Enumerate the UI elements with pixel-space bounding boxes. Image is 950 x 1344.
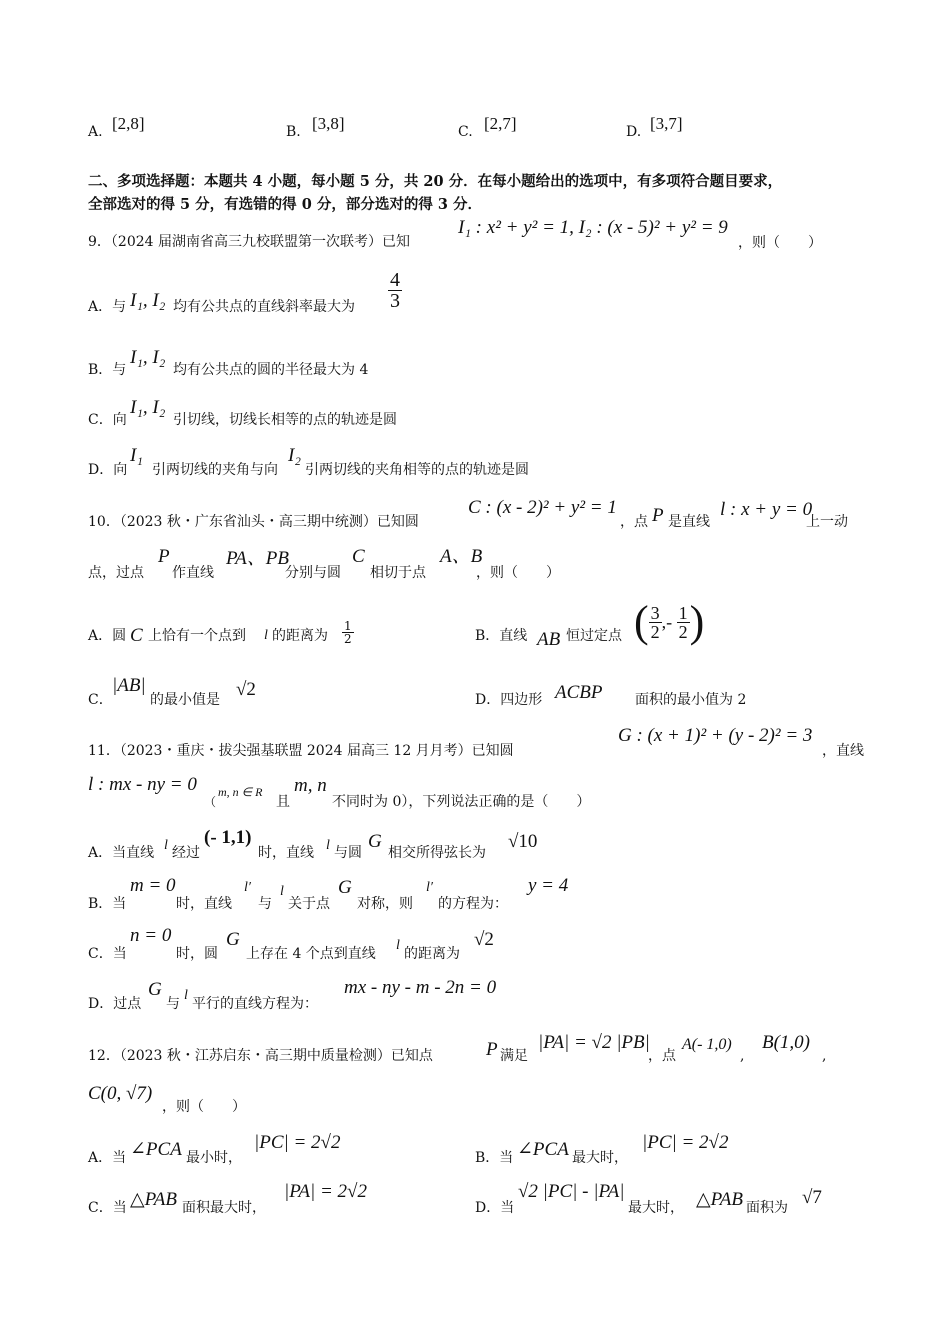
q8-option-d bbox=[626, 114, 683, 142]
q11-c-l: l bbox=[396, 938, 400, 953]
q12-option-d: D．当 bbox=[475, 1200, 515, 1216]
q11-stem-tail: ，直线 bbox=[822, 743, 864, 759]
q9-a-fraction bbox=[388, 270, 402, 311]
q11-d-g: G bbox=[148, 979, 162, 1000]
frac-den: 3 bbox=[390, 290, 400, 312]
option-expr: [2,7] bbox=[484, 114, 517, 133]
q12-b-eq: |PC| = 2√2 bbox=[642, 1132, 729, 1153]
q9-option-d bbox=[88, 460, 127, 480]
q10-stem-p: P bbox=[652, 505, 664, 526]
q10-line2-b: 作直线 bbox=[172, 565, 214, 581]
q11-d-l: l bbox=[184, 988, 188, 1003]
q11-a-text: 经过 bbox=[172, 845, 200, 861]
q11-a-l2: l bbox=[326, 838, 330, 853]
q12-option-a: A．当 bbox=[88, 1150, 127, 1166]
option-letter: B. bbox=[286, 124, 301, 140]
q10-line2-c: 分别与圆 bbox=[285, 565, 341, 581]
q11-a-text4: 相交所得弦长为 bbox=[388, 845, 486, 861]
q11-option-d: D．过点 bbox=[88, 996, 142, 1012]
option-expr: [3,7] bbox=[650, 114, 683, 133]
q10-option-b: B．直线 bbox=[475, 628, 528, 644]
q12-option-b: B．当 bbox=[475, 1150, 514, 1166]
q11-line2-cond: m, n ∈ R bbox=[218, 785, 263, 799]
q9-d-text2: 引两切线的夹角相等的点的轨迹是圆 bbox=[305, 462, 529, 478]
q12-stem-text: 12．（2023 秋・江苏启东・高三期中质量检测）已知点 bbox=[88, 1048, 433, 1064]
q11-a-text2: 时，直线 bbox=[258, 845, 314, 861]
q12-comma-1: , bbox=[740, 1048, 745, 1064]
q11-c-math: n = 0 bbox=[130, 925, 172, 946]
q12-a-eq: |PC| = 2√2 bbox=[254, 1132, 341, 1153]
q10-a-l: l bbox=[264, 628, 268, 643]
q11-b-math: m = 0 bbox=[130, 875, 176, 896]
q12-d-math: √2 |PC| - |PA| bbox=[518, 1181, 625, 1202]
q11-line2-mn: m, n bbox=[294, 775, 327, 796]
q11-option-c: C．当 bbox=[88, 946, 127, 962]
option-letter: C．向 bbox=[88, 412, 127, 428]
q10-stem-math: C : (x - 2)² + y² = 1 bbox=[468, 497, 617, 518]
q11-a-val: √10 bbox=[508, 831, 538, 852]
q11-b-lp: l′ bbox=[244, 880, 251, 895]
frac-num: 1 bbox=[678, 602, 688, 623]
q12-d-text2: 面积为 bbox=[746, 1200, 788, 1216]
q11-b-text2: 与 bbox=[258, 896, 272, 912]
q12-a-math: ∠PCA bbox=[130, 1139, 182, 1160]
option-letter: D．向 bbox=[88, 462, 128, 478]
q11-a-pt: (- 1,1) bbox=[204, 827, 252, 848]
q12-line2-tail: ，则（ ） bbox=[162, 1099, 246, 1115]
q10-b-text: 恒过定点 bbox=[566, 628, 622, 644]
q10-c-text: 的最小值是 bbox=[150, 692, 220, 708]
frac-den: 2 bbox=[678, 621, 688, 642]
q11-a-l: l bbox=[164, 838, 168, 853]
q9-d-math2: I₂ bbox=[288, 445, 301, 466]
q12-a-text: 最小时， bbox=[186, 1150, 242, 1166]
q12-stem-b: B(1,0) bbox=[762, 1032, 811, 1053]
frac-den: 2 bbox=[650, 621, 660, 642]
q10-option-c: C． bbox=[88, 692, 113, 708]
q10-a-c: C bbox=[130, 625, 143, 646]
q11-b-l: l bbox=[280, 884, 284, 899]
q11-d-text: 与 bbox=[166, 996, 180, 1012]
q9-c-math: I₁, I₂ bbox=[130, 397, 166, 418]
q9-stem-math: I₁ : x² + y² = 1, I₂ : (x - 5)² + y² = 9 bbox=[458, 217, 728, 238]
q11-line2-and: 且 bbox=[276, 794, 290, 810]
q12-d-val: √7 bbox=[802, 1187, 822, 1208]
q9-a-text: 均有公共点的直线斜率最大为 bbox=[173, 299, 355, 315]
q10-stem-text: 10．（2023 秋・广东省汕头・高三期中统测）已知圆 bbox=[88, 514, 419, 530]
q11-stem-math: G : (x + 1)² + (y - 2)² = 3 bbox=[618, 725, 813, 746]
q11-option-b: B．当 bbox=[88, 896, 127, 912]
q11-line2-text: 不同时为 0），下列说法正确的是（ ） bbox=[332, 794, 591, 810]
q10-b-ab: AB bbox=[537, 629, 561, 650]
q9-a-math: I₁, I₂ bbox=[130, 290, 166, 311]
q8-option-a bbox=[88, 114, 145, 142]
q12-option-c: C．当 bbox=[88, 1200, 127, 1216]
q10-line2-e: ，则（ ） bbox=[476, 565, 560, 581]
q12-d-text: 最大时， bbox=[628, 1200, 684, 1216]
frac-num: 3 bbox=[650, 602, 660, 623]
q10-d-text: 面积的最小值为 2 bbox=[635, 692, 747, 708]
option-letter: D. bbox=[626, 124, 642, 140]
q11-a-text3: 与圆 bbox=[334, 845, 362, 861]
q10-c-val: √2 bbox=[236, 679, 256, 700]
q10-stem-mid2: 是直线 bbox=[668, 514, 710, 530]
q10-line2-cc: C bbox=[352, 546, 365, 567]
q12-stem-mid: 满足 bbox=[500, 1048, 528, 1064]
q11-b-text3: 关于点 bbox=[288, 896, 330, 912]
q9-d-text1: 引两切线的夹角与向 bbox=[152, 462, 278, 478]
q10-a-text: 上恰有一个点到 bbox=[148, 628, 246, 644]
q10-line2-pa: PA、PB bbox=[226, 548, 289, 569]
q9-option-c bbox=[88, 410, 127, 430]
q11-d-eq: mx - ny - m - 2n = 0 bbox=[344, 977, 497, 998]
q11-b-eq: y = 4 bbox=[528, 875, 569, 896]
q12-d-tri: △PAB bbox=[696, 1189, 743, 1210]
q9-stem-tail: ，则（ ） bbox=[738, 235, 822, 251]
q11-b-g: G bbox=[338, 877, 352, 898]
option-expr: [2,8] bbox=[112, 114, 145, 133]
q12-line2-c: C(0, √7) bbox=[88, 1083, 153, 1104]
q10-c-math: |AB| bbox=[112, 675, 146, 696]
q9-stem bbox=[88, 232, 410, 252]
q11-c-val: √2 bbox=[474, 929, 494, 950]
q10-line2-ab: A、B bbox=[440, 546, 483, 567]
q9-option-b bbox=[88, 360, 126, 380]
option-letter: B．与 bbox=[88, 362, 127, 378]
q10-stem-tail: 上一动 bbox=[806, 514, 848, 530]
q11-c-text3: 的距离为 bbox=[404, 946, 460, 962]
q11-option-a: A．当直线 bbox=[88, 845, 155, 861]
q11-line2-math: l : mx - ny = 0 bbox=[88, 774, 197, 795]
q11-b-text5: 的方程为： bbox=[438, 896, 508, 912]
option-letter: A．与 bbox=[88, 299, 127, 315]
section-2-heading-line1: 二、多项选择题：本题共 4 小题，每小题 5 分，共 20 分．在每小题给出的选项中，有多项符合题目要求， bbox=[88, 173, 783, 190]
q12-c-text: 面积最大时， bbox=[182, 1200, 266, 1216]
q12-stem-mid2: ，点 bbox=[648, 1048, 676, 1064]
q11-stem-text: 11．（2023・重庆・拔尖强基联盟 2024 届高三 12 月月考）已知圆 bbox=[88, 743, 514, 759]
q11-a-g: G bbox=[368, 831, 382, 852]
q12-c-math: △PAB bbox=[130, 1189, 177, 1210]
q8-option-c bbox=[458, 114, 517, 142]
q9-stem-text: 9．（2024 届湖南省高三九校联盟第一次联考）已知 bbox=[88, 234, 410, 250]
section-2-heading-line2: 全部选对的得 5 分，有选错的得 0 分，部分选对的得 3 分． bbox=[88, 196, 483, 213]
q10-a-fraction bbox=[342, 620, 354, 645]
q12-stem-math: |PA| = √2 |PB| bbox=[538, 1032, 650, 1053]
q10-line2-a: 点，过点 bbox=[88, 565, 144, 581]
q9-d-math1: I₁ bbox=[130, 445, 143, 466]
q12-c-eq: |PA| = 2√2 bbox=[284, 1181, 367, 1202]
q11-line2-paren: （ bbox=[204, 795, 217, 809]
q10-stem-mid: ，点 bbox=[620, 514, 648, 530]
q11-d-text2: 平行的直线方程为： bbox=[192, 996, 318, 1012]
option-letter: A. bbox=[88, 124, 103, 140]
q12-stem-a: A(- 1,0) bbox=[682, 1036, 732, 1053]
frac-num: 1 bbox=[344, 619, 352, 633]
q11-b-text4: 对称，则 bbox=[357, 896, 413, 912]
q10-d-math: ACBP bbox=[555, 682, 603, 703]
q12-b-text: 最大时， bbox=[572, 1150, 628, 1166]
q11-c-text: 时，圆 bbox=[176, 946, 218, 962]
q9-c-text: 引切线，切线长相等的点的轨迹是圆 bbox=[173, 412, 397, 428]
q9-b-text: 均有公共点的圆的半径最大为 4 bbox=[173, 362, 369, 378]
option-letter: C. bbox=[458, 124, 473, 140]
q12-comma-2: , bbox=[822, 1048, 827, 1064]
frac-num: 4 bbox=[390, 269, 400, 291]
q10-b-point: ( $\frac{3}{2}$ ,- $\frac{1}{2}$ ) bbox=[634, 597, 705, 646]
q12-stem-p: P bbox=[486, 1039, 498, 1060]
q10-a-text2: 的距离为 bbox=[272, 628, 328, 644]
q9-option-a bbox=[88, 297, 126, 317]
q10-option-d: D．四边形 bbox=[475, 692, 543, 708]
frac-den: 2 bbox=[344, 632, 352, 646]
q11-c-text2: 上存在 4 个点到直线 bbox=[246, 946, 376, 962]
q10-line2-p: P bbox=[158, 546, 170, 567]
q11-b-lp2: l′ bbox=[426, 880, 433, 895]
q10-stem-line: l : x + y = 0 bbox=[720, 499, 813, 520]
q11-b-text: 时，直线 bbox=[176, 896, 232, 912]
q12-b-math: ∠PCA bbox=[517, 1139, 569, 1160]
q10-option-a: A．圆 bbox=[88, 628, 127, 644]
q10-line2-d: 相切于点 bbox=[370, 565, 426, 581]
option-expr: [3,8] bbox=[312, 114, 345, 133]
q11-c-g: G bbox=[226, 929, 240, 950]
q8-option-b bbox=[286, 114, 345, 142]
q9-b-math: I₁, I₂ bbox=[130, 347, 166, 368]
